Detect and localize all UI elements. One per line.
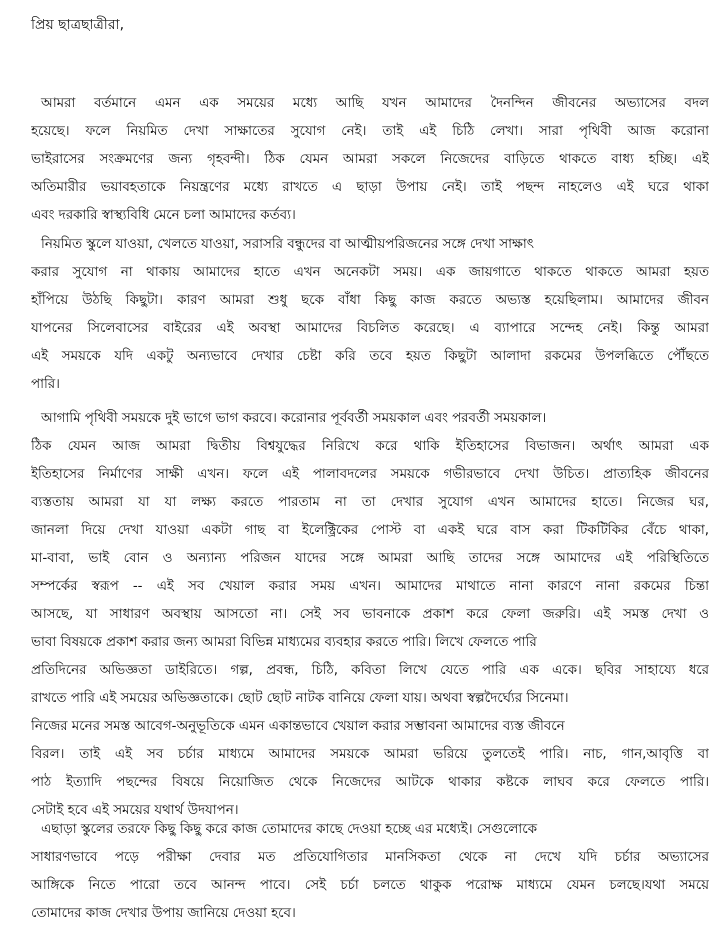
paragraph-line: জানলা দিয়ে দেখা যাওয়া একটা গাছ বা ইলেক্ট্রিকের পোস্ট বা একই ঘরে বাস করা টিকটিকির বেঁচে থাকা, (31, 523, 709, 538)
paragraph-line: তোমাদের কাজ দেখার উপায় জানিয়ে দেওয়া হবে। (31, 906, 296, 921)
paragraph-line: অতিমারীর ভয়াবহতাকে নিয়ন্ত্রণের মধ্যে রাখতে এ ছাড়া উপায় নেই। তাই পছন্দ নাহলেও এই ঘরে থাকা (31, 180, 709, 195)
paragraph-line: যাপনের সিলেবাসের বাইরের এই অবস্থা আমাদের বিচলিত করেছে। এ ব্যাপারে সন্দেহ নেই। কিন্তু আমরা (31, 321, 709, 336)
paragraph-line: ভাইরাসের সংক্রমণের জন্য গৃহবন্দী। ঠিক যেমন আমরা সকলে নিজেদের বাড়িতে থাকতে বাধ্য হচ্ছি। এই (31, 152, 709, 167)
paragraph-line: হাঁপিয়ে উঠছি কিছুটা। কারণ আমরা শুধু ছকে বাঁধা কিছু কাজ করতে অভ্যস্ত হয়েছিলাম। আমাদের জীবন (31, 293, 709, 308)
paragraph-line: সেটাই হবে এই সময়ের যথার্থ উদযাপন। (31, 803, 239, 818)
paragraph-line: এবং দরকারি স্বাস্থ্যবিধি মেনে চলা আমাদের কর্তব্য। (31, 208, 296, 223)
paragraph-line: প্রতিদিনের অভিজ্ঞতা ডাইরিতে। গল্প, প্রবন্ধ, চিঠি, কবিতা লিখে যেতে পারি এক একে। ছবির সাহায্যে ধরে (31, 663, 709, 678)
paragraph-3 (31, 405, 709, 825)
paragraph-1 (31, 90, 709, 230)
paragraph-line: করার সুযোগ না থাকায় আমাদের হাতে এখন অনেকটা সময়। এক জায়গাতে থাকতে থাকতে আমরা হয়ত (31, 265, 709, 280)
paragraph-line: পারি। (31, 377, 60, 392)
paragraph-line: এই সময়কে যদি একটু অন্যভাবে দেখার চেষ্টা করি তবে হয়ত কিছুটা আলাদা রকমের উপলব্ধিতে পৌঁছতে (31, 349, 709, 364)
paragraph-line: রাখতে পারি এই সময়ের অভিজ্ঞতাকে। ছোট ছোট নাটক বানিয়ে ফেলা যায়। অথবা স্বল্পদৈর্ঘ্যের সিনেমা। (31, 691, 569, 706)
paragraph-line: আগামি পৃথিবী সময়কে দুই ভাগে ভাগ করবে। করোনার পূর্ববর্তী সময়কাল এবং পরবর্তী সময়কাল। (41, 411, 547, 426)
paragraph-2 (31, 231, 709, 399)
paragraph-line: সম্পর্কের স্বরূপ -- এই সব খেয়াল করার সময় এখন। আমাদের মাথাতে নানা কারণে নানা রকমের চিন্তা (31, 579, 709, 594)
paragraph-line: বিরল। তাই এই সব চর্চার মাধ্যমে আমাদের সময়কে আমরা ভরিয়ে তুলতেই পারি। নাচ, গান,আবৃত্তি বা (31, 747, 709, 762)
paragraph-line: হয়েছে। ফলে নিয়মিত দেখা সাক্ষাতের সুযোগ নেই। তাই এই চিঠি লেখা। সারা পৃথিবী আজ করোনা (31, 124, 709, 139)
paragraph-line: মা-বাবা, ভাই বোন ও অন্যান্য পরিজন যাদের সঙ্গে আমরা আছি তাদের সঙ্গে আমাদের এই পরিস্থিতিতে (31, 551, 709, 566)
paragraph-line: ব্যস্ততায় আমরা যা যা লক্ষ্য করতে পারতাম না তা দেখার সুযোগ এখন আমাদের হাতে। নিজের ঘর, (31, 495, 709, 510)
paragraph-line: আঙ্গিকে নিতে পারো তবে আনন্দ পাবে। সেই চর্চা চলতে থাকুক পরোক্ষ মাধ্যমে যেমন চলছে।যথা সময়ে (31, 878, 709, 893)
paragraph-line: ভাবা বিষয়কে প্রকাশ করার জন্য আমরা বিভিন্ন মাধ্যমের ব্যবহার করতে পারি। লিখে ফেলতে পারি (31, 635, 537, 650)
paragraph-4 (31, 816, 709, 928)
paragraph-line: নিয়মিত স্কুলে যাওয়া, খেলতে যাওয়া, সরাসরি বন্ধুদের বা আত্মীয়পরিজনের সঙ্গে দেখা সাক্ষাৎ (41, 237, 534, 252)
paragraph-line: সাধারণভাবে পড়ে পরীক্ষা দেবার মত প্রতিযোগিতার মানসিকতা থেকে না দেখে যদি চর্চার অভ্যাসের (31, 850, 709, 865)
paragraph-line: এছাড়া স্কুলের তরফে কিছু কিছু করে কাজ তোমাদের কাছে দেওয়া হচ্ছে এর মধ্যেই। সেগুলোকে (41, 822, 537, 837)
paragraph-line: পাঠ ইত্যাদি পছন্দের বিষয়ে নিয়োজিত থেকে নিজেদের আটকে থাকার কষ্টকে লাঘব করে ফেলতে পারি। (31, 775, 709, 790)
paragraph-line: আসছে, যা সাধারণ অবস্থায় আসতো না। সেই সব ভাবনাকে প্রকাশ করে ফেলা জরুরি। এই সমস্ত দেখা ও (31, 607, 709, 622)
paragraph-line: নিজের মনের সমস্ত আবেগ-অনুভূতিকে এমন একান্তভাবে খেয়াল করার সম্ভাবনা আমাদের ব্যস্ত জীবনে (31, 719, 565, 734)
paragraph-line: ঠিক যেমন আজ আমরা দ্বিতীয় বিশ্বযুদ্ধের নিরিখে করে থাকি ইতিহাসের বিভাজন। অর্থাৎ আমরা এক (31, 439, 709, 454)
paragraph-line: আমরা বর্তমানে এমন এক সময়ের মধ্যে আছি যখন আমাদের দৈনন্দিন জীবনের অভ্যাসের বদল (41, 96, 709, 111)
paragraph-line: ইতিহাসের নির্মাণের সাক্ষী এখন। ফলে এই পালাবদলের সময়কে গভীরভাবে দেখা উচিত। প্রাত্যহিক জীবনের (31, 467, 709, 482)
salutation: প্রিয় ছাত্রছাত্রীরা, (31, 17, 125, 33)
